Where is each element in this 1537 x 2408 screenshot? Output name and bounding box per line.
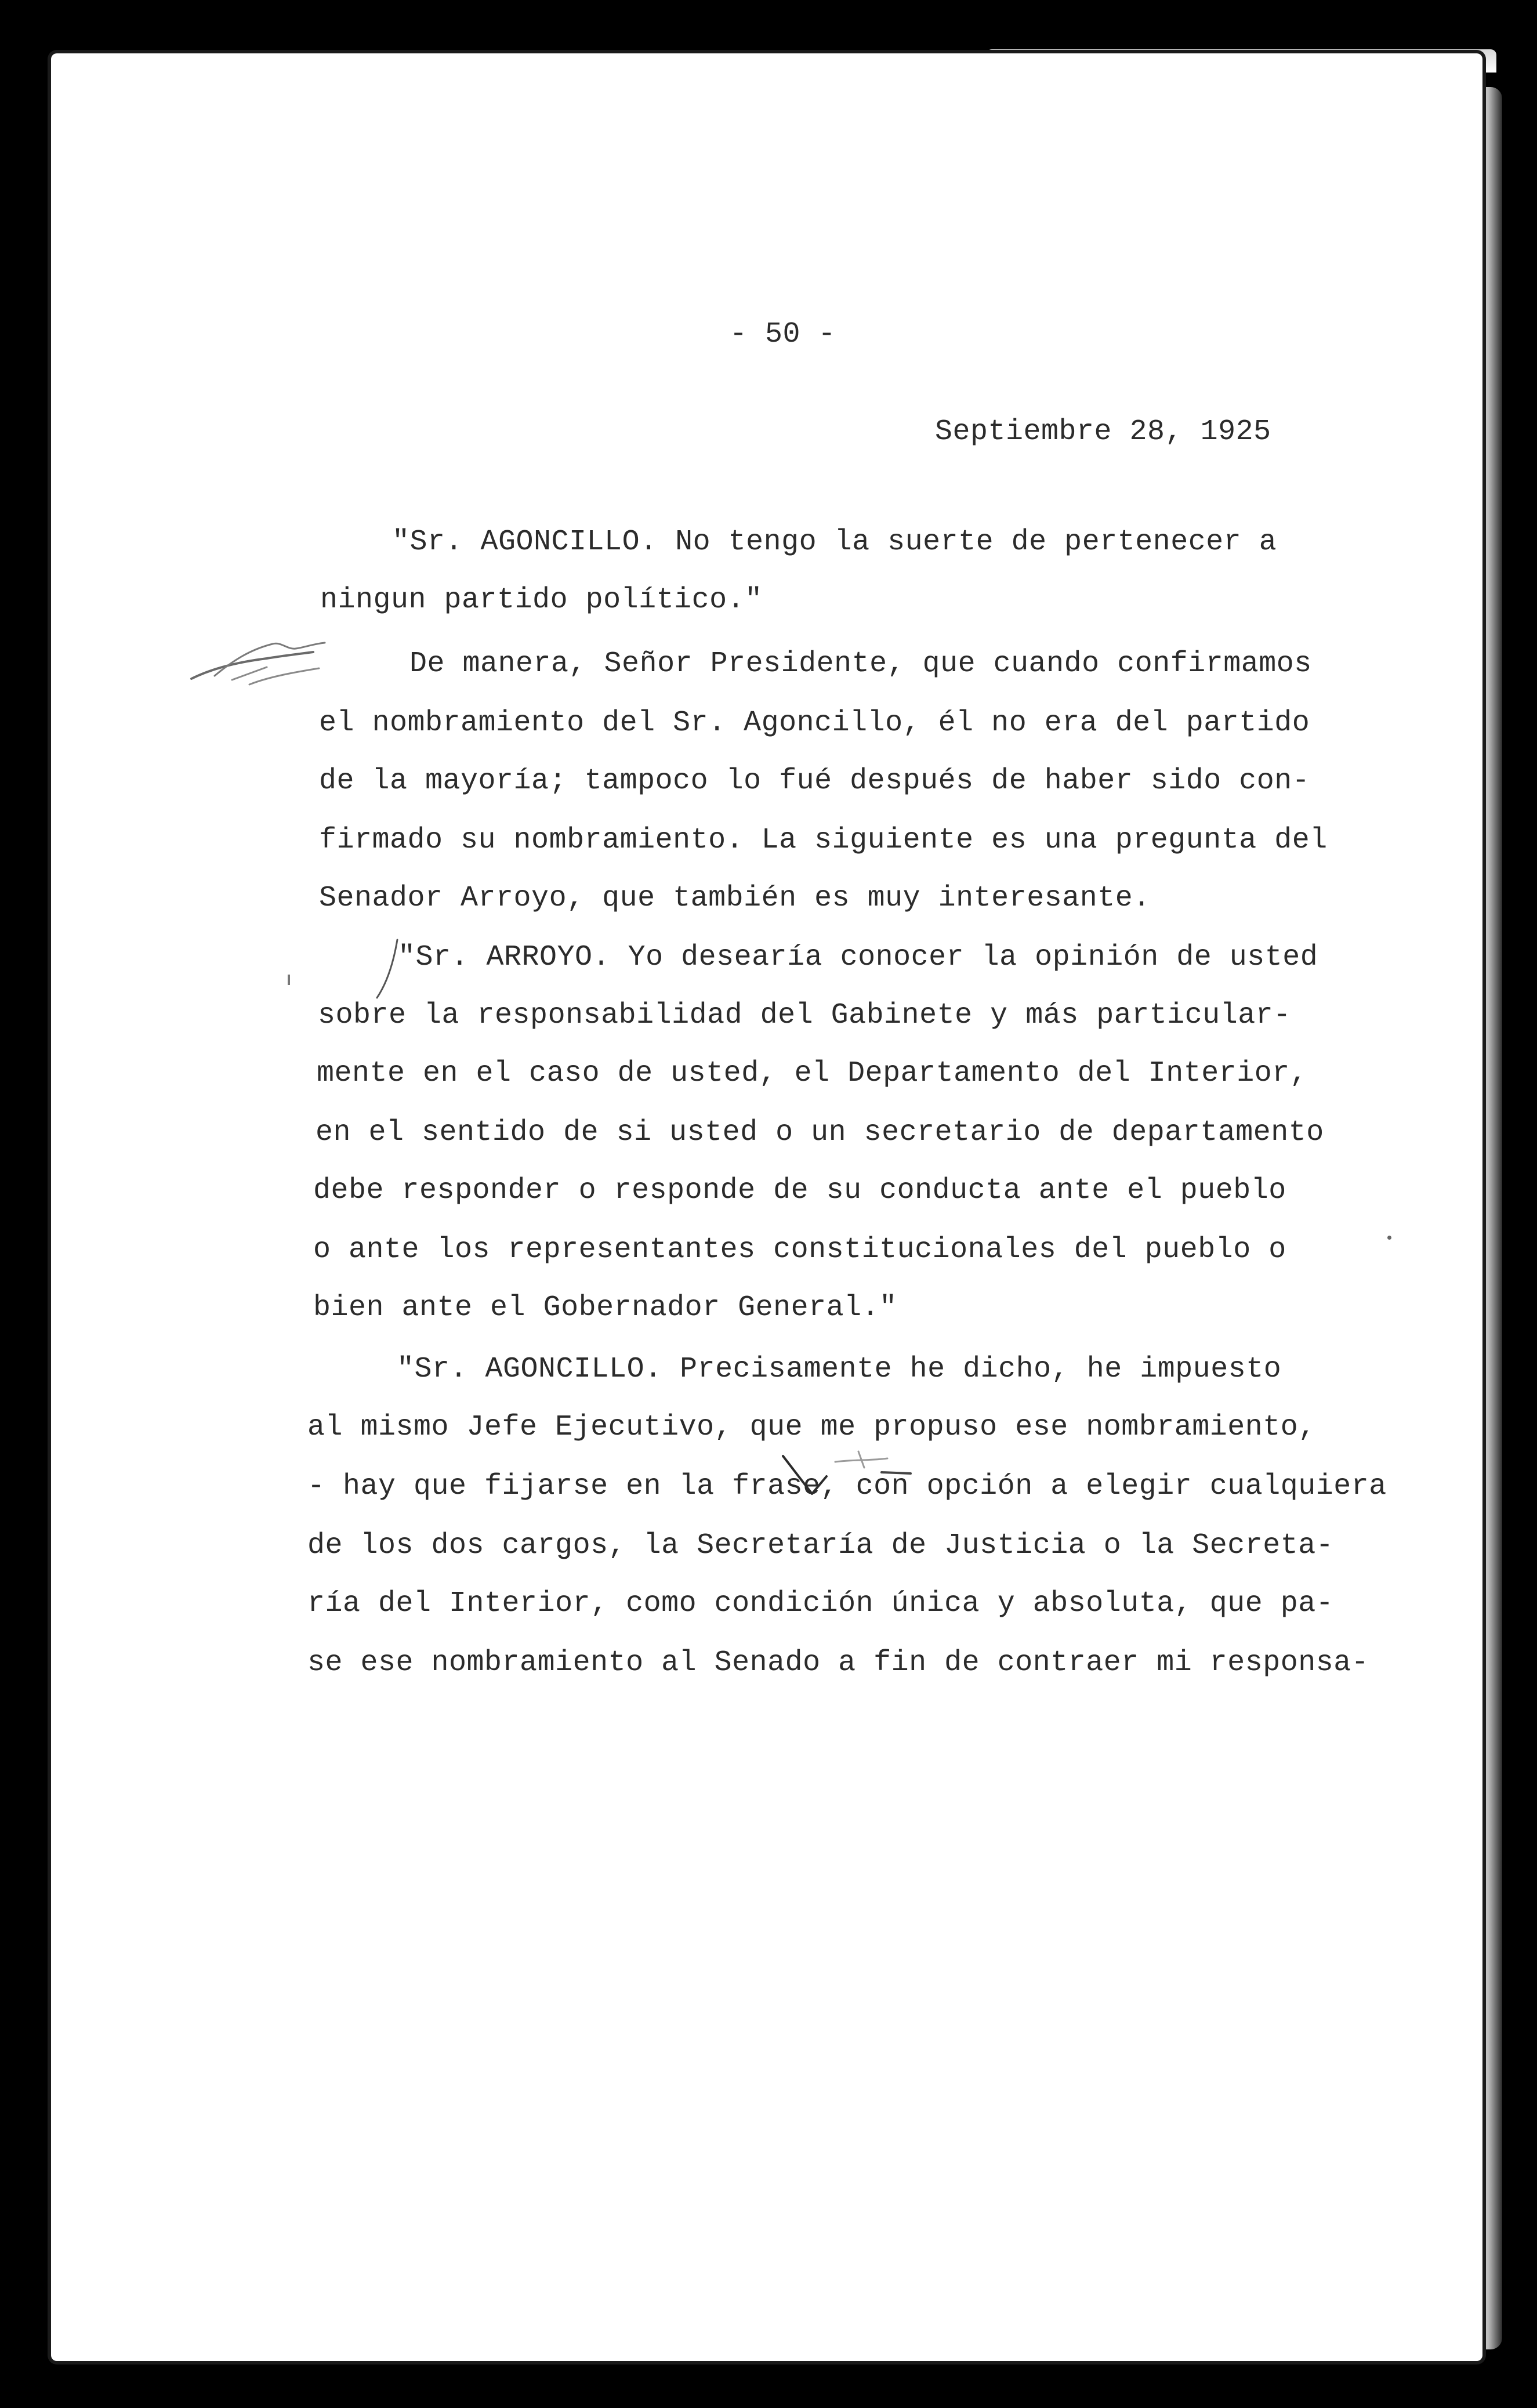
text-line: "Sr. AGONCILLO. No tengo la suerte de pertenecer a [392, 526, 1277, 559]
text-line: de los dos cargos, la Secretaría de Justicia o la Secreta- [307, 1529, 1334, 1562]
text-line: sobre la responsabilidad del Gabinete y más particular- [318, 999, 1291, 1032]
text-line: bien ante el Gobernador General." [313, 1291, 897, 1324]
page-number: - 50 - [730, 318, 836, 351]
text-line: - hay que fijarse en la frase, con opción a elegir cualquiera [307, 1470, 1387, 1503]
correction-mark-icon [771, 1444, 922, 1508]
text-line: ningun partido político." [320, 584, 763, 617]
text-line: firmado su nombramiento. La siguiente es una pregunta del [319, 824, 1328, 857]
text-line: se ese nombramiento al Senado a fin de contraer mi responsa- [307, 1646, 1369, 1679]
text-line: el nombramiento del Sr. Agoncillo, él no era del partido [319, 707, 1310, 740]
text-line: "Sr. AGONCILLO. Precisamente he dicho, he impuesto [397, 1353, 1282, 1386]
text-line: mente en el caso de usted, el Departamento del Interior, [317, 1057, 1308, 1090]
text-line: al mismo Jefe Ejecutivo, que me propuso ese nombramiento, [307, 1411, 1316, 1444]
margin-tick-icon [371, 934, 406, 1004]
document-date: Septiembre 28, 1925 [935, 415, 1271, 448]
margin-scribble-icon [180, 627, 365, 696]
text-line: "Sr. ARROYO. Yo desearía conocer la opinión de usted [398, 941, 1318, 974]
text-line: en el sentido de si usted o un secretario de departamento [316, 1116, 1324, 1149]
text-line: de la mayoría; tampoco lo fué después de haber sido con- [319, 765, 1310, 798]
paper-sheet [51, 53, 1482, 2361]
text-line: De manera, Señor Presidente, que cuando confirmamos [409, 647, 1312, 680]
text-line: Senador Arroyo, que también es muy interesante. [319, 882, 1151, 915]
margin-dot [1387, 1236, 1391, 1240]
text-line: ría del Interior, como condición única y absoluta, que pa- [307, 1587, 1334, 1620]
text-line: debe responder o responde de su conducta ante el pueblo [313, 1174, 1286, 1207]
text-line: o ante los representantes constitucionales del pueblo o [313, 1233, 1286, 1266]
margin-speck [288, 975, 290, 985]
